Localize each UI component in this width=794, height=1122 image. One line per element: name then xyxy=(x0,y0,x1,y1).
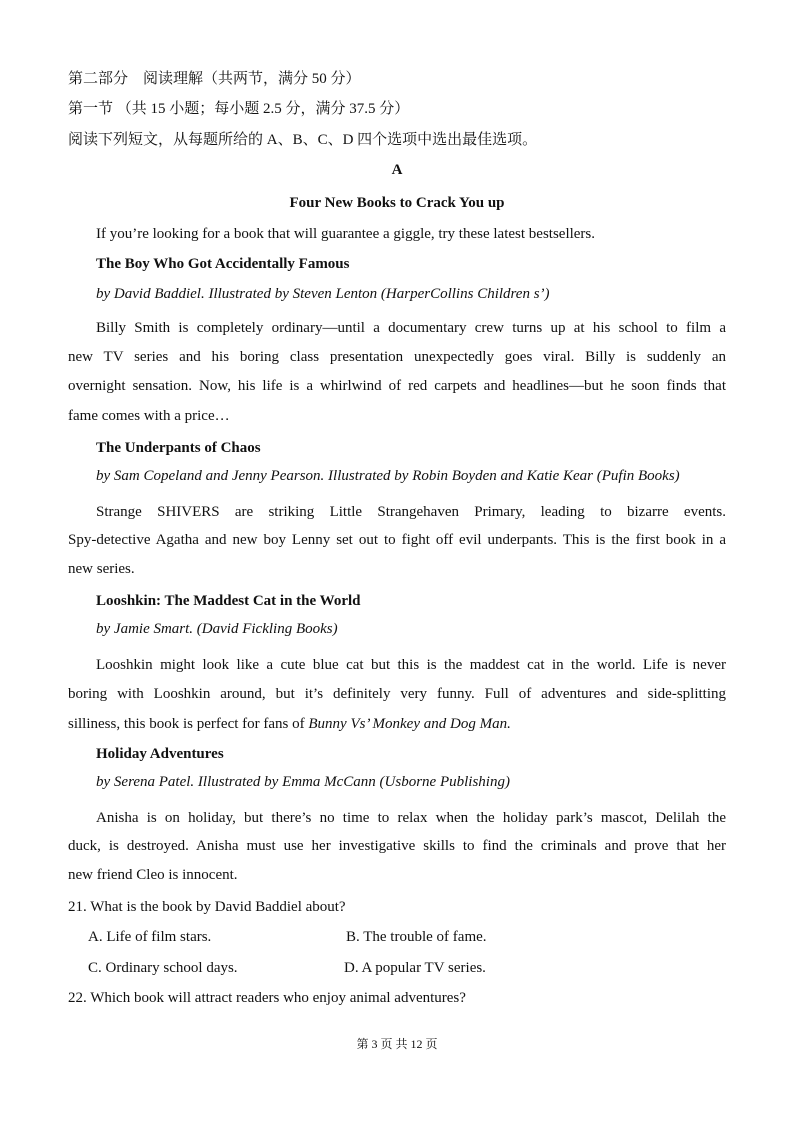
book-byline: by Jamie Smart. (David Fickling Books) xyxy=(96,621,338,637)
book-description-line: Looshkin might look like a cute blue cat but this is the maddest cat in the world. Life is never xyxy=(96,657,726,673)
book-description-line xyxy=(68,714,511,734)
book-description-line: boring with Looshkin around, but it’s definitely very funny. Full of adventures and side-splitting xyxy=(68,686,726,702)
option-b: B. The trouble of fame. xyxy=(346,929,487,945)
book-description-line: Strange SHIVERS are striking Little Strangehaven Primary, leading to bizarre events. xyxy=(96,504,726,520)
book-byline: by David Baddiel. Illustrated by Steven Lenton (HarperCollins Children s’) xyxy=(96,286,550,302)
instructions: 阅读下列短文，从每题所给的 A、B、C、D 四个选项中选出最佳选项。 xyxy=(68,132,538,148)
book-description-line: new TV series and his boring class presentation unexpectedly goes viral. Billy is suddenly an xyxy=(68,349,726,365)
page-footer: 第 3 页 共 12 页 xyxy=(356,1037,438,1051)
book-byline: by Sam Copeland and Jenny Pearson. Illustrated by Robin Boyden and Katie Kear (Pufin Books) xyxy=(96,468,680,484)
option-c: C. Ordinary school days. xyxy=(88,960,238,976)
passage-title: Four New Books to Crack You up xyxy=(289,195,505,211)
book-byline: by Serena Patel. Illustrated by Emma McCann (Usborne Publishing) xyxy=(96,774,510,790)
intro-paragraph: If you’re looking for a book that will guarantee a giggle, try these latest bestsellers. xyxy=(96,226,596,242)
option-a: A. Life of film stars. xyxy=(88,929,212,945)
book-description-line: Spy-detective Agatha and new boy Lenny set out to fight off evil underpants. This is the first book in a xyxy=(68,532,726,548)
line-text: silliness, this book is perfect for fans of xyxy=(68,716,309,732)
book-description-line: Billy Smith is completely ordinary—until a documentary crew turns up at his school to film a xyxy=(96,320,726,336)
referenced-titles: Bunny Vs’ Monkey and Dog Man. xyxy=(308,716,511,732)
question-stem: 22. Which book will attract readers who enjoy animal adventures? xyxy=(68,990,466,1006)
book-title: Looshkin: The Maddest Cat in the World xyxy=(96,593,361,609)
option-d: D. A popular TV series. xyxy=(344,960,486,976)
book-description-line: overnight sensation. Now, his life is a whirlwind of red carpets and headlines—but he soon finds that xyxy=(68,378,726,394)
part-heading: 第二部分 阅读理解（共两节，满分 50 分） xyxy=(68,71,361,87)
section-heading: 第一节 （共 15 小题；每小题 2.5 分，满分 37.5 分） xyxy=(68,101,410,117)
book-title: The Boy Who Got Accidentally Famous xyxy=(96,256,350,272)
question-stem: 21. What is the book by David Baddiel about? xyxy=(68,899,346,915)
book-description-line: fame comes with a price… xyxy=(68,408,230,424)
book-description-line: duck, is destroyed. Anisha must use her investigative skills to find the criminals and prove that her xyxy=(68,838,726,854)
book-title: The Underpants of Chaos xyxy=(96,440,261,456)
book-description-line: new friend Cleo is innocent. xyxy=(68,867,238,883)
book-description-line: Anisha is on holiday, but there’s no time to relax when the holiday park’s mascot, Delilah the xyxy=(96,810,726,826)
book-description-line: new series. xyxy=(68,561,135,577)
book-title: Holiday Adventures xyxy=(96,746,224,762)
passage-letter: A xyxy=(391,162,403,178)
